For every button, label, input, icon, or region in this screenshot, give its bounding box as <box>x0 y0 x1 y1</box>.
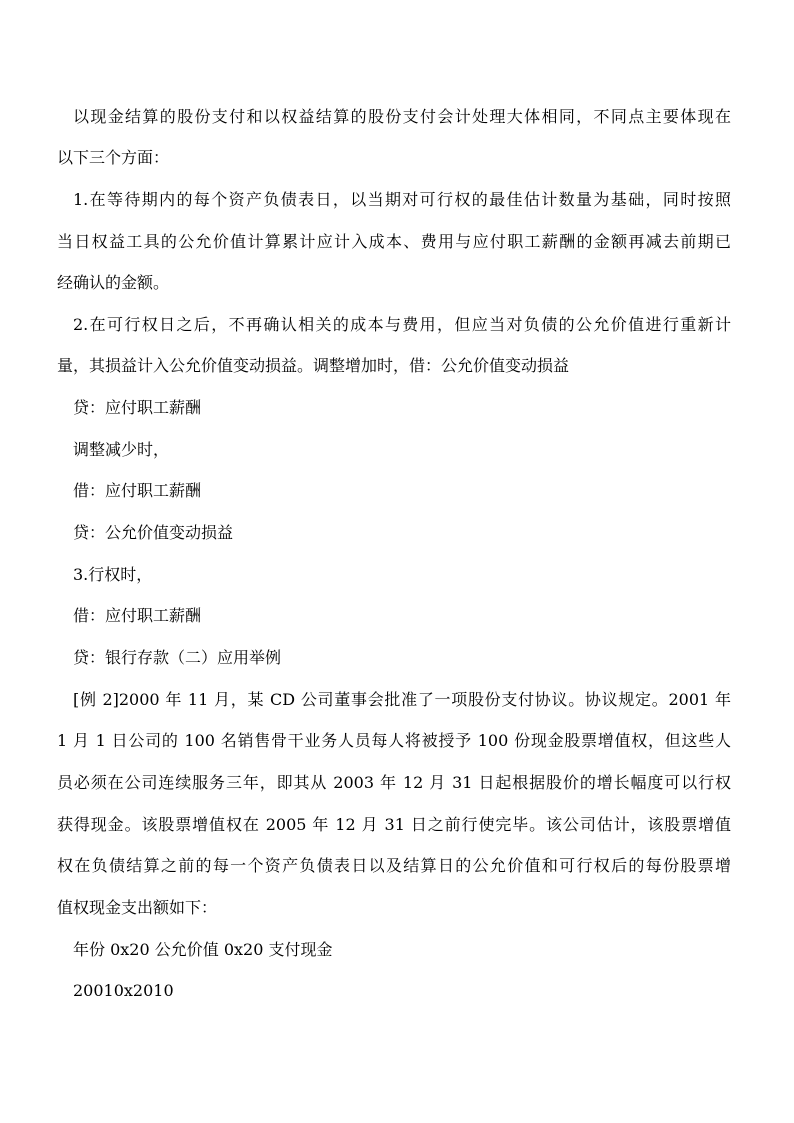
text-line: 当日权益工具的公允价值计算累计应计入成本、费用与应付职工薪酬的金额再减去前期已 <box>57 232 731 251</box>
paragraph-credit-2: 贷：公允价值变动损益 <box>73 523 234 542</box>
paragraph-table-header: 年份 0x20 公允价值 0x20 支付现金 <box>73 940 333 959</box>
text-line: [例 2]2000 年 11 月，某 CD 公司董事会批准了一项股份支付协议。协议规定。2001 年 <box>73 690 731 709</box>
text-line: 1 月 1 日公司的 100 名销售骨干业务人员每人将被授予 100 份现金股票增值权，但这些人 <box>57 731 731 750</box>
paragraph-credit-1: 贷：应付职工薪酬 <box>73 398 202 417</box>
text-line: 值权现金支出额如下： <box>57 898 218 917</box>
text-line: 获得现金。该股票增值权在 2005 年 12 月 31 日之前行使完毕。该公司估计，该股票增值 <box>57 815 731 834</box>
text-line: 员必须在公司连续服务三年，即其从 2003 年 12 月 31 日起根据股价的增长幅度可以行权 <box>57 773 731 792</box>
paragraph-credit-3: 贷：银行存款（二）应用举例 <box>73 648 282 667</box>
text-line: 量，其损益计入公允价值变动损益。调整增加时，借：公允价值变动损益 <box>57 356 570 375</box>
text-line: 经确认的金额。 <box>57 273 170 292</box>
text-line: 1.在等待期内的每个资产负债表日，以当期对可行权的最佳估计数量为基础，同时按照 <box>73 190 731 209</box>
paragraph-adjust-decrease: 调整减少时， <box>73 440 170 459</box>
text-line: 2.在可行权日之后，不再确认相关的成本与费用，但应当对负债的公允价值进行重新计 <box>73 315 731 334</box>
paragraph-table-row-1: 20010x2010 <box>73 981 174 1000</box>
text-line: 以下三个方面： <box>57 148 170 167</box>
text-line: 以现金结算的股份支付和以权益结算的股份支付会计处理大体相同，不同点主要体现在 <box>73 107 731 126</box>
paragraph-point-3: 3.行权时， <box>73 565 153 584</box>
paragraph-debit-2: 借：应付职工薪酬 <box>73 606 202 625</box>
paragraph-debit-1: 借：应付职工薪酬 <box>73 481 202 500</box>
text-line: 权在负债结算之前的每一个资产负债表日以及结算日的公允价值和可行权后的每份股票增 <box>57 856 731 875</box>
